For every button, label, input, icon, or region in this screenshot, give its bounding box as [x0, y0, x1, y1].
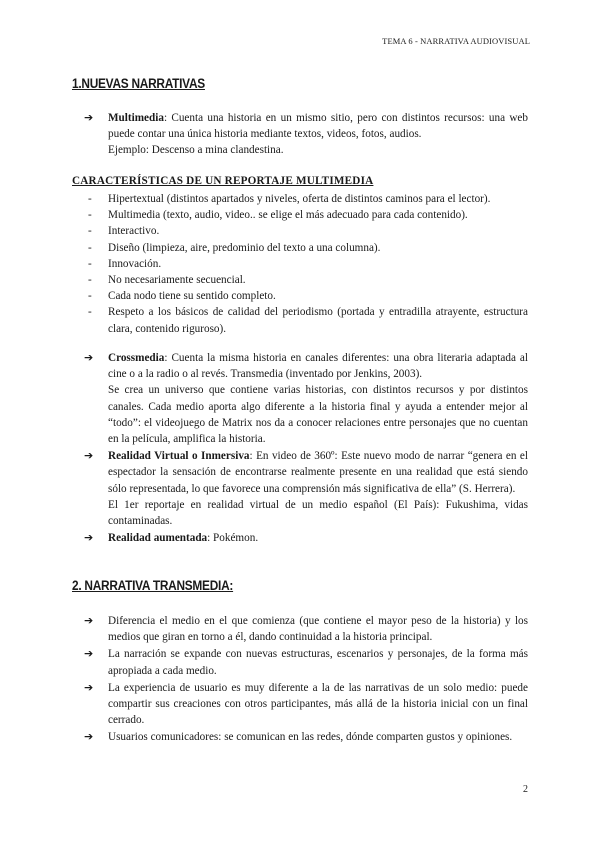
dash-icon: -: [88, 290, 92, 303]
crossmedia-paragraph-2: Se crea un universo que contiene varias historias, con distintos recursos y por distintos canales. Cada medio aporta algo diferente a la historia final y ayuda a entender mejor al “todo”: el videojuego de Matrix nos da a conocer relaciones entre personajes que no cuentan en la película, amplifica la historia.: [108, 384, 528, 446]
arrow-icon: ➔: [84, 449, 94, 463]
arrow-icon: ➔: [84, 111, 94, 124]
virtual-reality-text: : En video de 360º: Este nuevo modo de narrar “genera en el espectador la sensación de encontrarse realmente presente en una realidad que está siendo sólo representada, lo que favorece una comprensión más significativa de ella” (S. Herrera).: [108, 450, 529, 495]
dash-icon: -: [88, 306, 92, 319]
term-crossmedia: Crossmedia: [108, 352, 165, 364]
dash-icon: -: [88, 193, 92, 205]
list-item: - No necesariamente secuencial.: [72, 272, 528, 288]
list-item: - Diseño (limpieza, aire, predominio del texto a una columna).: [72, 240, 528, 256]
dash-icon: -: [88, 241, 92, 254]
term-multimedia: Multimedia: [108, 112, 164, 124]
list-item: ➔ Diferencia el medio en el que comienza (que contiene el mayor peso de la historia) y los medios que giran en torno a él, dando continuidad a la historia principal.: [84, 614, 528, 644]
dash-icon: -: [88, 225, 92, 238]
term-virtual-reality: Realidad Virtual o Inmersiva: [108, 450, 250, 463]
virtual-reality-paragraph: [108, 448, 528, 497]
characteristics-heading: CARACTERÍSTICAS DE UN REPORTAJE MULTIMEDIA: [72, 175, 374, 187]
running-header: TEMA 6 - NARRATIVA AUDIOVISUAL: [382, 36, 530, 46]
virtual-reality-paragraph-2: El 1er reportaje en realidad virtual de un medio español (El País): Fukushima, vidas contaminadas.: [108, 498, 528, 528]
augmented-reality-paragraph: [108, 530, 528, 546]
arrow-icon: ➔: [84, 680, 94, 694]
list-item-virtual-reality: [72, 448, 528, 529]
dash-icon: -: [88, 257, 92, 270]
arrow-icon: ➔: [84, 351, 94, 364]
section-title-narrativa-transmedia: 2. NARRATIVA TRANSMEDIA:: [72, 578, 234, 593]
list-item: ➔ La experiencia de usuario es muy diferente a la de las narrativas de un solo medio: puede compartir sus creaciones con otros participantes, más allá de la historia inicial con un final cerrado.: [84, 680, 528, 727]
multimedia-block: [72, 110, 528, 159]
list-item: ➔ Usuarios comunicadores: se comunican en las redes, dónde comparten gustos y opiniones.: [72, 729, 528, 745]
arrow-icon: ➔: [84, 531, 94, 545]
multimedia-text: : Cuenta una historia en un mismo sitio, pero con distintos recursos: una web puede contar una única historia mediante textos, videos, fotos, audios.: [108, 112, 528, 141]
dash-icon: -: [88, 274, 92, 287]
list-item-crossmedia: [72, 350, 528, 447]
list-item: ➔ La narración se expande con nuevas estructuras, escenarios y personajes, de la forma más apropiada a cada medio.: [84, 647, 528, 677]
augmented-reality-text: : Pokémon.: [207, 532, 259, 545]
characteristics-block: [72, 191, 528, 337]
term-augmented-reality: Realidad aumentada: [108, 532, 208, 545]
list-item-augmented-reality: [72, 530, 528, 546]
list-item: - Interactivo.: [72, 223, 528, 239]
multimedia-paragraph: [108, 110, 528, 142]
arrow-icon: ➔: [84, 730, 94, 744]
arrow-icon: ➔: [84, 647, 94, 661]
characteristics-list: [72, 191, 528, 337]
list-item: - Cada nodo tiene su sentido completo.: [72, 288, 528, 304]
crossmedia-text: : Cuenta la misma historia en canales diferentes: una obra literaria adaptada al cine o a la radio o al revés. Transmedia (inventado por Jenkins, 2003).: [108, 352, 528, 381]
transmedia-block: [72, 613, 528, 746]
arrow-icon: ➔: [84, 614, 94, 627]
list-item: - Innovación.: [72, 256, 528, 272]
list-item-multimedia: [72, 110, 528, 159]
list-item: - Hipertextual (distintos apartados y niveles, oferta de distintos caminos para el lector).: [72, 191, 528, 207]
page-number: 2: [523, 784, 528, 795]
list-item: - Multimedia (texto, audio, video.. se elige el más adecuado para cada contenido).: [72, 207, 528, 223]
multimedia-example: Ejemplo: Descenso a mina clandestina.: [108, 144, 284, 157]
list-item: - Respeto a los básicos de calidad del periodismo (portada y entradilla atrayente, estructura clara, contenido riguroso).: [88, 306, 528, 335]
section-title-nuevas-narrativas: 1.NUEVAS NARRATIVAS: [72, 76, 205, 91]
narratives-block: [72, 350, 528, 546]
crossmedia-paragraph: [108, 350, 528, 382]
dash-icon: -: [88, 209, 92, 222]
